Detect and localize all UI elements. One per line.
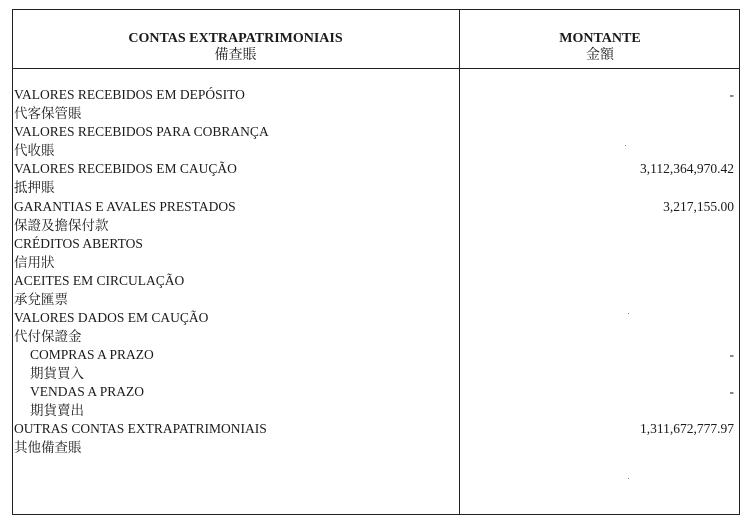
row-label-pt: ACEITES EM CIRCULAÇÃO: [14, 273, 185, 288]
amount-header-zh: 金額: [586, 48, 614, 63]
row-label-pt: VENDAS A PRAZO: [30, 384, 145, 399]
row-label-zh: 期貨賣出: [30, 403, 84, 418]
row-label-zh: 代客保管賬: [14, 106, 82, 121]
row-amount: 1,311,672,777.97: [640, 421, 734, 436]
account-header: CONTAS EXTRAPATRIMONIAIS: [128, 31, 343, 46]
row-label-zh: 承兌匯票: [14, 292, 68, 307]
row-label-zh: 信用狀: [14, 255, 55, 270]
row-label-zh: 其他備查賬: [14, 440, 82, 455]
row-label-zh: 抵押賬: [14, 180, 55, 195]
scan-speck: [628, 478, 629, 479]
row-label-pt: CRÉDITOS ABERTOS: [14, 236, 143, 251]
row-amount: -: [729, 87, 734, 102]
scan-speck: [625, 145, 626, 146]
row-label-pt: VALORES DADOS EM CAUÇÃO: [14, 310, 209, 325]
column-divider: [459, 9, 460, 515]
row-label-pt: OUTRAS CONTAS EXTRAPATRIMONIAIS: [14, 421, 267, 436]
amount-header: MONTANTE: [559, 31, 641, 46]
row-label-pt: VALORES RECEBIDOS EM CAUÇÃO: [14, 161, 237, 176]
scan-speck: [628, 313, 629, 314]
row-label-zh: 代付保證金: [14, 329, 82, 344]
row-amount: -: [729, 384, 734, 399]
row-label-pt: VALORES RECEBIDOS EM DEPÓSITO: [14, 87, 245, 102]
row-amount: 3,217,155.00: [663, 199, 734, 214]
account-header-zh: 備查賬: [214, 48, 257, 63]
row-label-zh: 代收賬: [14, 143, 55, 158]
table-frame: [12, 9, 740, 515]
row-label-zh: 保證及擔保付款: [14, 218, 109, 233]
header-divider: [12, 68, 740, 69]
row-amount: -: [729, 347, 734, 362]
row-label-pt: GARANTIAS E AVALES PRESTADOS: [14, 199, 236, 214]
row-label-pt: VALORES RECEBIDOS PARA COBRANÇA: [14, 124, 269, 139]
row-amount: 3,112,364,970.42: [640, 161, 734, 176]
row-label-zh: 期貨買入: [30, 366, 84, 381]
row-label-pt: COMPRAS A PRAZO: [30, 347, 154, 362]
